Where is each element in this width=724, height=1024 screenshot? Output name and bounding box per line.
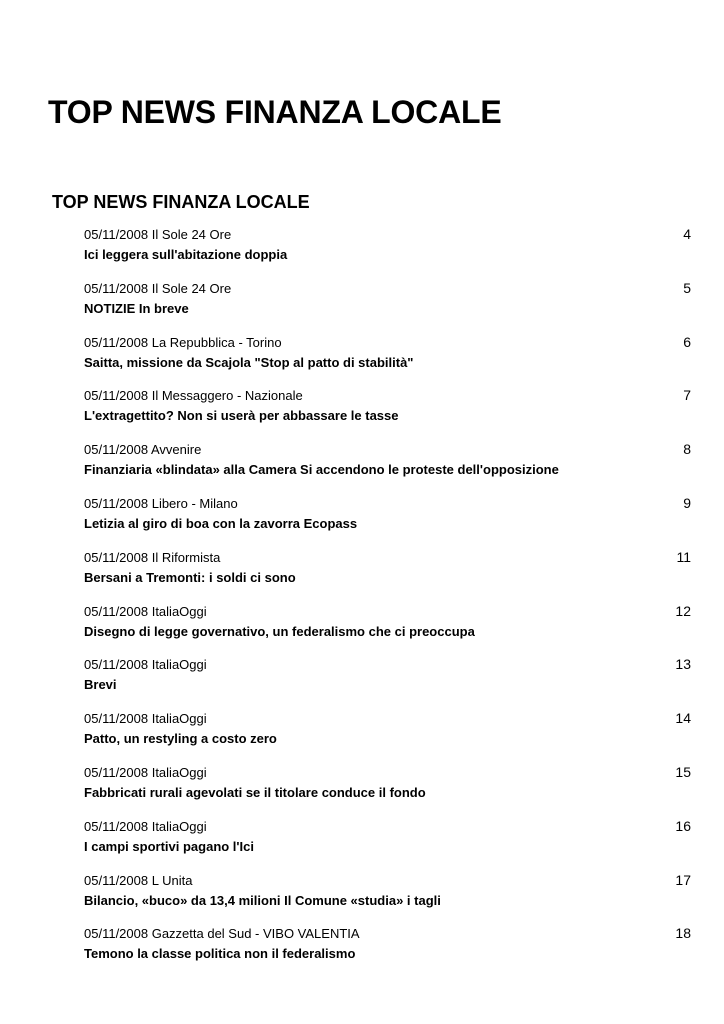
toc-entry[interactable] — [84, 603, 692, 657]
toc-entry[interactable] — [84, 280, 692, 334]
entry-date-source: 05/11/2008 Libero - Milano — [84, 495, 238, 511]
entry-headline[interactable]: Finanziaria «blindata» alla Camera Si accendono le proteste dell'opposizione — [84, 462, 559, 478]
entry-date-source: 05/11/2008 L Unita — [84, 872, 193, 888]
toc-entry[interactable] — [84, 925, 692, 979]
toc-entry[interactable] — [84, 387, 692, 441]
toc-entry[interactable] — [84, 495, 692, 549]
toc-entry[interactable] — [84, 334, 692, 388]
entry-headline[interactable]: Ici leggera sull'abitazione doppia — [84, 247, 288, 262]
entry-page-number: 6 — [683, 333, 691, 350]
entry-page-number: 4 — [683, 226, 691, 242]
entry-headline[interactable]: Bilancio, «buco» da 13,4 milioni Il Comune «studia» i tagli — [84, 892, 441, 908]
toc-entry[interactable] — [84, 764, 692, 818]
entry-date-source: 05/11/2008 La Repubblica - Torino — [84, 334, 282, 350]
entry-date-source: 05/11/2008 Il Riformista — [84, 549, 221, 565]
toc-entry[interactable] — [84, 656, 692, 710]
entry-date-source: 05/11/2008 ItaliaOggi — [84, 764, 207, 780]
entry-page-number: 17 — [675, 871, 691, 888]
entry-date-source: 05/11/2008 Avvenire — [84, 442, 202, 458]
entry-headline[interactable]: Saitta, missione da Scajola "Stop al patto di stabilità" — [84, 354, 414, 370]
page-title: TOP NEWS FINANZA LOCALE — [48, 94, 502, 130]
entry-page-number: 7 — [683, 387, 691, 404]
toc-entry[interactable] — [84, 226, 692, 280]
entry-headline[interactable]: Bersani a Tremonti: i soldi ci sono — [84, 569, 296, 585]
entry-headline[interactable]: Patto, un restyling a costo zero — [84, 731, 277, 747]
entry-date-source: 05/11/2008 ItaliaOggi — [84, 603, 207, 619]
entry-headline[interactable]: Disegno di legge governativo, un federalismo che ci preoccupa — [84, 623, 475, 639]
entry-page-number: 15 — [675, 763, 691, 780]
entry-headline[interactable]: Fabbricati rurali agevolati se il titolare conduce il fondo — [84, 784, 426, 800]
entry-headline[interactable]: L'extragettito? Non si userà per abbassare le tasse — [84, 408, 399, 424]
entry-date-source: 05/11/2008 Il Sole 24 Ore — [84, 227, 232, 242]
entry-headline[interactable]: NOTIZIE In breve — [84, 300, 189, 316]
table-of-contents — [84, 226, 692, 979]
entry-date-source: 05/11/2008 Il Sole 24 Ore — [84, 280, 232, 296]
toc-entry[interactable] — [84, 441, 692, 495]
entry-headline[interactable]: Brevi — [84, 677, 117, 693]
entry-date-source: 05/11/2008 Il Messaggero - Nazionale — [84, 388, 303, 404]
entry-page-number: 9 — [683, 494, 691, 511]
entry-page-number: 11 — [676, 548, 691, 565]
entry-page-number: 18 — [675, 925, 691, 942]
entry-headline[interactable]: I campi sportivi pagano l'Ici — [84, 838, 254, 854]
entry-page-number: 13 — [675, 656, 691, 673]
toc-entry[interactable] — [84, 710, 692, 764]
entry-date-source: 05/11/2008 ItaliaOggi — [84, 818, 207, 834]
entry-date-source: 05/11/2008 Gazzetta del Sud - VIBO VALENTIA — [84, 926, 360, 942]
toc-entry[interactable] — [84, 872, 692, 926]
entry-page-number: 12 — [675, 602, 691, 619]
entry-date-source: 05/11/2008 ItaliaOggi — [84, 711, 207, 727]
entry-headline[interactable]: Letizia al giro di boa con la zavorra Ecopass — [84, 515, 358, 531]
entry-page-number: 14 — [675, 710, 691, 727]
toc-entry[interactable] — [84, 549, 692, 603]
entry-page-number: 16 — [675, 817, 691, 834]
section-title: TOP NEWS FINANZA LOCALE — [52, 192, 310, 212]
entry-page-number: 5 — [683, 279, 691, 296]
entry-date-source: 05/11/2008 ItaliaOggi — [84, 657, 207, 673]
toc-entry[interactable] — [84, 818, 692, 872]
entry-headline[interactable]: Temono la classe politica non il federalismo — [84, 946, 356, 962]
entry-page-number: 8 — [683, 441, 691, 458]
